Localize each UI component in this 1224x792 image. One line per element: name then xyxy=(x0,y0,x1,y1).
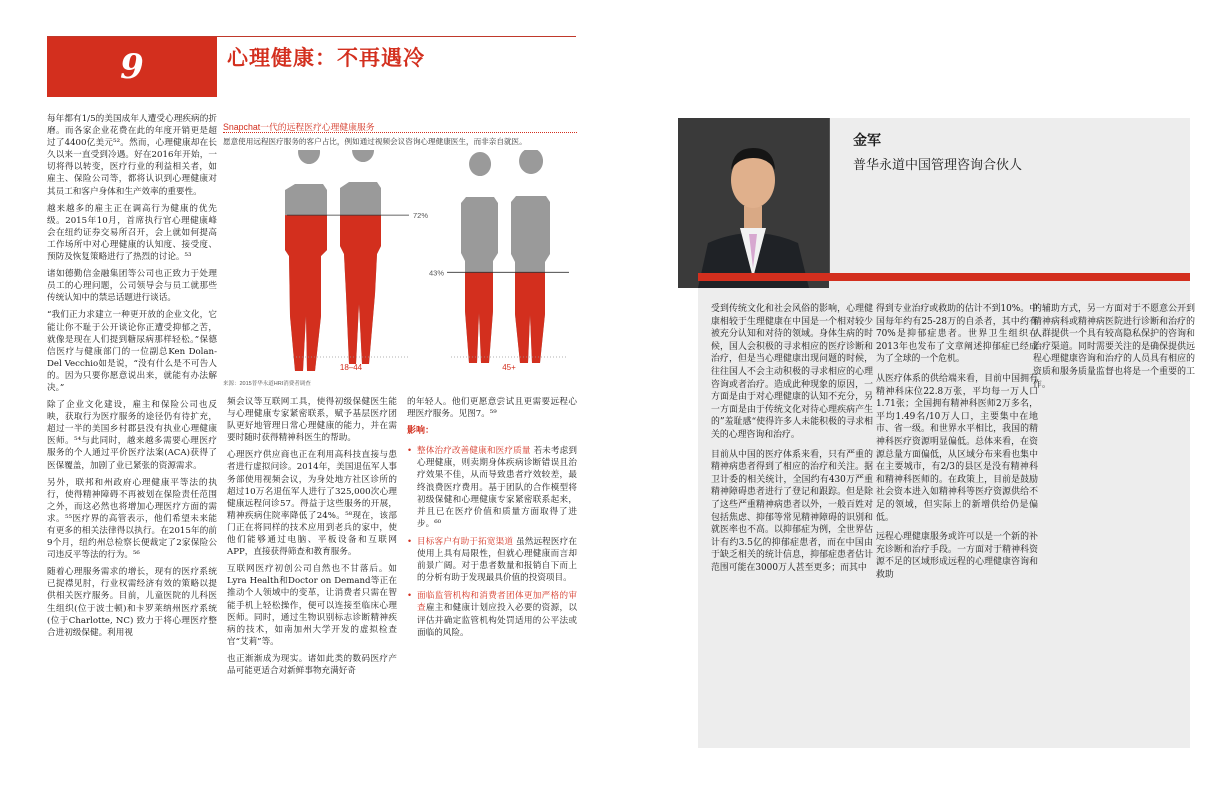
chart-subtitle: 愿意使用远程医疗服务的客户占比，例如通过视频会议咨询心理健康医生，而非亲自就医。 xyxy=(223,137,527,146)
divider xyxy=(829,118,830,273)
body-column-1 xyxy=(47,113,217,644)
person-photo-icon xyxy=(678,118,829,288)
interview-column-3 xyxy=(1033,303,1195,398)
chart-title: Snapchat一代的远程医疗心理健康服务 xyxy=(223,122,375,132)
bullet-heading: 面临监管机构和消费者团体更加严格的审查 xyxy=(417,591,577,614)
silhouette-chart xyxy=(223,150,577,375)
value-label-72: 72% xyxy=(413,211,429,221)
impact-bullet xyxy=(407,445,577,530)
body-column-2 xyxy=(227,396,397,682)
paragraph: 越来越多的雇主正在调高行为健康的优先级。2015年10月，首席执行官心理健康峰会在纽约证券交易所召开，会上就如何提高工作场所中对心理健康的认知度、接受度、预防及恢复策略进行了热烈的讨论。⁵³ xyxy=(47,203,217,263)
paragraph: 每年都有1/5的美国成年人遭受心理疾病的折磨。而各家企业花费在此的年度开销更是超过了4400亿美元⁵²。然而，心理健康却在长久以来一直受到冷遇。好在2016年开始，一切将得以转变，医疗行业的利益相关者，如雇主、保险公司等，都将认识到心理健康对其员工和客户身体和生产效率的重要性。 xyxy=(47,114,217,197)
bullet-heading: 整体治疗改善健康和医疗质量 xyxy=(417,446,531,457)
accent-bar xyxy=(698,273,1190,281)
profile-photo xyxy=(678,118,829,288)
profile-name: 金军 xyxy=(853,133,881,149)
paragraph: 得到专业治疗或救助的估计不到10%。中国每年约有25-28万的自杀者，其中约有70%是抑郁症患者。世界卫生组织在2013年也发布了文章阐述抑郁症已经成为了全球的一个危机。 xyxy=(876,304,1038,365)
impact-bullet xyxy=(407,536,577,584)
paragraph: 也正渐渐成为现实。诸如此类的数码医疗产品可能更适合对新鲜事物充满好奇 xyxy=(227,653,397,676)
paragraph: 的年轻人。他们更愿意尝试且更需要远程心理医疗服务。见图7。⁵⁹ xyxy=(407,397,577,420)
category-label-45-plus: 45+ xyxy=(502,363,516,372)
paragraph: 的辅助方式，另一方面对于不愿意公开到精神病科或精神病医院进行诊断和治疗的人群提供一个具有较高隐私保护的咨询和治疗渠道。同时需要关注的是确保提供远程心理健康咨询和治疗的人员具有相应的资质和服务质量监督也将是一个重要的工作。 xyxy=(1033,304,1195,390)
bar-45-plus xyxy=(453,272,573,375)
paragraph: “我们正力求建立一种更开放的企业文化，它能让你不耻于公开谈论你正遭受抑郁之苦，就像是现在人们提到糖尿病那样轻松。”保德信医疗与健康部门的一位副总Ken Dolan-Del Vecchio如是说，“没有什么是不可告人的。因为只要你愿意说出来，就能有办法解决。” xyxy=(47,310,217,393)
bullet-text: 雇主和健康计划应投入必要的资源，以评估并确定监管机构处罚适用的公平法或面临的风险。 xyxy=(417,603,577,638)
paragraph: 心理医疗供应商也正在利用高科技直接与患者进行虚拟问诊。2014年，美国退伍军人事务部使用视频会议，为身处地方社区诊所的超过10万名退伍军人进行了325,000次心理健康远程问诊57。得益于这些服务的开展，精神疾病住院率降低了24%。⁵⁸现在，该部门正在将同样的技术应用到老兵的家中，使他们能够通过电脑、平板设备和互联网APP，直接获得筛查和教育服务。 xyxy=(227,450,397,558)
paragraph: 远程心理健康服务或许可以是一个新的补充诊断和治疗手段。一方面对于精神科资源不足的区域形成远程的心理健康咨询和救助 xyxy=(876,532,1038,580)
paragraph: 除了企业文化建设，雇主和保险公司也反映，获取行为医疗服务的途径仍有待扩充，超过一半的美国乡村郡县没有执业心理健康医师。⁵⁴与此同时，越来越多需要心理医疗服务的个人通过平价医疗法案(ACA)获得了医保覆盖，加剧了业已紧张的资源需求。 xyxy=(47,400,217,471)
value-label-43: 43% xyxy=(429,268,445,278)
interview-column-2 xyxy=(876,303,1038,588)
impact-bullet xyxy=(407,590,577,638)
interview-column-1 xyxy=(711,303,873,581)
paragraph: 从医疗体系的供给端来看，目前中国拥有精神科床位22.8万张，平均每一万人口1.71张；全国拥有精神科医师2万多名，平均1.49名/10万人口，主要集中在地市、省一级。和世界水平相比，我国的精神科医疗资源明显偏低。总体来看，在资源总量方面偏低，从区域分布来看也集中在主要城市，有2/3的县区是没有精神科和精神科医师的。在政策上，目前是鼓励社会资本进入如精神科等医疗资源供给不足的领域，但实际上的新增供给仍是偏低。 xyxy=(876,373,1038,523)
category-label-18-44: 18–44 xyxy=(339,363,363,372)
paragraph: 互联网医疗初创公司自然也不甘落后。如Lyra Health和Doctor on Demand等正在推动个人领域中的变革，让消费者只需在智能手机上轻松操作，便可以连接至临床心理医师。同时，通过生物识别标志诊断精神疾病的技术，如南加州大学开发的虚拟检查官“艾莉”等。 xyxy=(227,564,397,647)
profile-title: 普华永道中国管理咨询合伙人 xyxy=(853,158,1023,173)
paragraph: 诸如德勤信金融集团等公司也正致力于处理员工的心理问题，公司领导会与员工就那些传统认知中的禁忌话题进行谈话。 xyxy=(47,269,217,304)
impact-heading: 影响： xyxy=(407,426,435,437)
chart-source: 来源：2015普华永道HRI消费者调查 xyxy=(223,381,311,387)
bullet-text: 若未考虑到心理健康，则卖期身体疾病诊断错误且治疗效果不佳，从而导致患者疗效较差，最终浪费医疗费用。基于团队的合作模型将初级保健和心理健康专家紧密联系起来，并且已在医疗价值和质量方面取得了进步。⁶⁰ xyxy=(417,446,577,529)
paragraph: 另外，联邦和州政府心理健康平等法的执行，使得精神障碍不再被划在保险责任范围之外，而这必然也将增加心理医疗方面的需求。⁵⁵医疗界的高管表示，他们希望未来能有更多的相关法律得以执行。在2015年的前9个月，纽约州总检察长便裁定了2家保险公司违反平等法的行为。⁵⁶ xyxy=(47,477,217,561)
body-column-3 xyxy=(407,396,577,645)
paragraph: 受到传统文化和社会风俗的影响，心理健康相较于生理健康在中国是一个相对较少被充分认知和对待的领域。身体生病的时候，国人会积极的寻求相应的医疗诊断和治疗，但是当心理健康出现问题的时候，往往国人不会主动积极的寻求相应的心理咨询或者治疗。造成此种现象的原因，一方面是由于对心理健康的认知不充分，另一方面是由于传统文化对待心理疾病产生的”羞耻感“使得许多人未能积极的寻求相关的心理咨询和治疗。 xyxy=(711,304,873,440)
bullet-heading: 目标客户有助于拓宽渠道 xyxy=(417,536,514,547)
paragraph: 目前从中国的医疗体系来看，只有严重的精神病患者得到了相应的治疗和关注。据卫计委的相关统计，全国约有430万严重精神障碍患者进行了登记和跟踪。但是除了这些严重精神病患者以外，一般百姓对包括焦虑、抑郁等常见精神障碍的识别和就医率也不高。以抑郁症为例，全世界估计有约3.5亿的抑郁症患者，而在中国由于缺乏相关的统计信息，抑郁症患者估计范围可能在3000万人甚至更多；而其中 xyxy=(711,449,873,573)
bar-18-44 xyxy=(278,215,403,375)
chart-title-rule xyxy=(223,132,577,133)
paragraph: 频会议等互联网工具，使得初级保健医生能与心理健康专家紧密联系，赋予基层医疗团队更好地管理日常心理健康的能力，并在需要时随时获得精神科医生的帮助。 xyxy=(227,397,397,444)
paragraph: 随着心理服务需求的增长，现有的医疗系统已捉襟见肘，行业权需经济有效的策略以提供相关医疗服务。目前，儿童医院的儿科医生组织(位于波士顿)和卡罗莱纳州医疗系统(位于Charlotte, NC) 致力于将心理医疗整合进初级保健。利用视 xyxy=(47,567,217,638)
bullet-text: 虽然远程医疗在使用上具有局限性，但就心理健康而言却前景广阔。对于患者数量和报销自下而上的分析有助于发现最具价值的投资项目。 xyxy=(417,536,577,584)
page-title: 心理健康：不再遇冷 xyxy=(227,46,425,70)
chapter-number: 9 xyxy=(47,37,217,97)
